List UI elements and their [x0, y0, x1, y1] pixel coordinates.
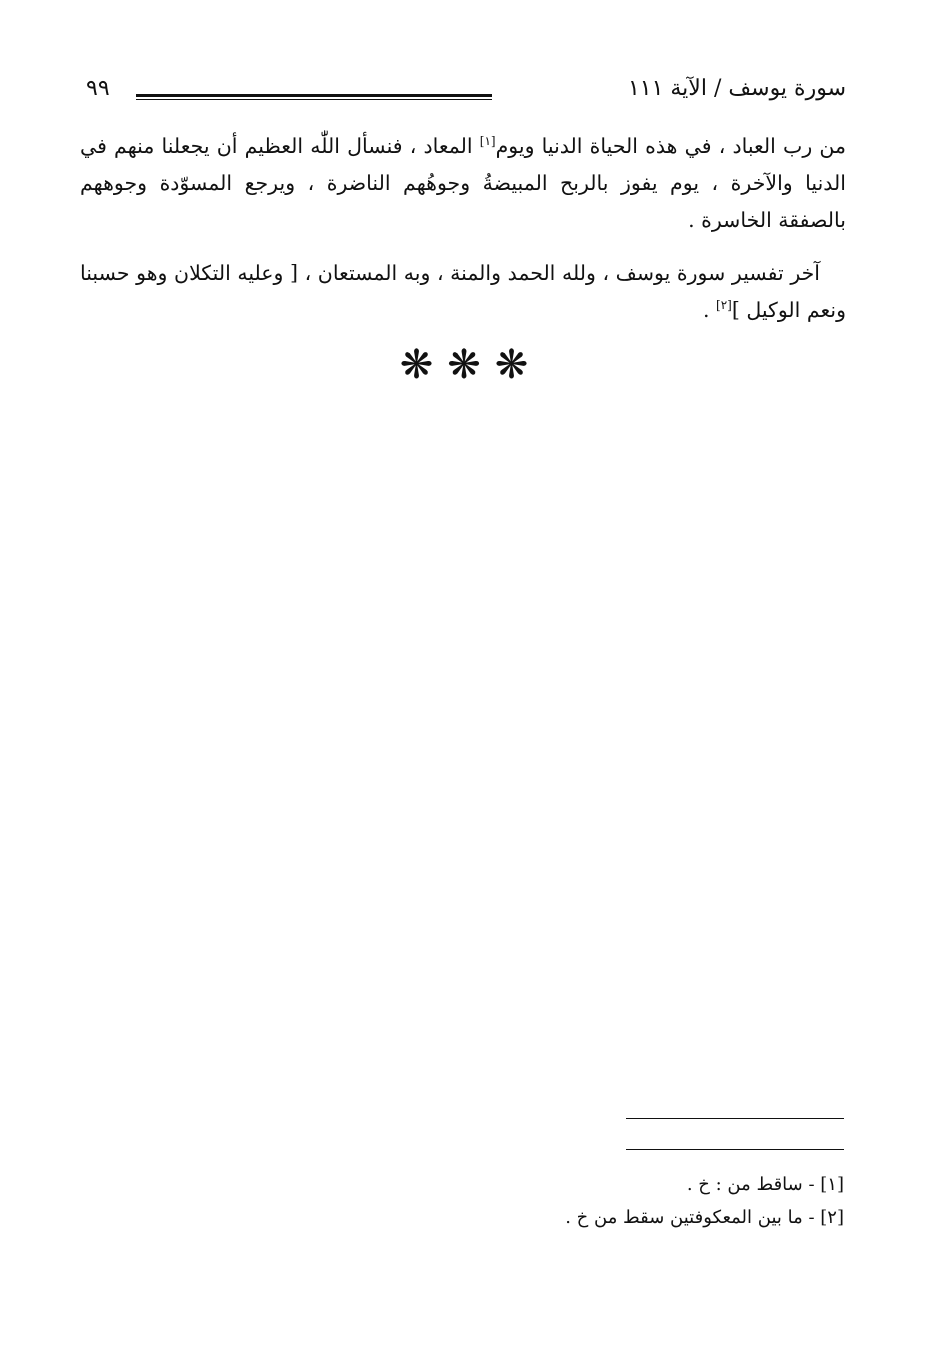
- footnote-1: [١] - ساقط من : خ .: [686, 1174, 844, 1195]
- paragraph-1: [80, 128, 846, 239]
- footnote-list: [444, 1168, 844, 1234]
- section-separator: ❋❋❋: [399, 342, 543, 388]
- header-rule: [136, 94, 492, 97]
- paragraph-2-part-1: آخر تفسير سورة يوسف ، ولله الحمد والمنة ، وبه المستعان ، [ وعليه التكلان وهو حسبنا ونعم الوكيل ]: [80, 261, 846, 322]
- page-number: ٩٩: [86, 76, 110, 101]
- paragraph-1-part-2: المعاد ، فنسأل اللّٰه العظيم أن يجعلنا منهم في الدنيا والآخرة ، يوم يفوز بالربح المبيضةُ وجوهُهم الناضرة ، ويرجع المسوّدة وجوههم بالصفقة الخاسرة .: [80, 134, 846, 232]
- footnote-rule-bottom: [626, 1149, 844, 1150]
- footnote-marker-1: [١]: [479, 134, 496, 149]
- running-title: سورة يوسف / الآية ١١١: [627, 76, 846, 101]
- paragraph-2: [80, 255, 846, 329]
- body-text: [80, 128, 846, 329]
- footnotes: [444, 1118, 844, 1234]
- page-header: [80, 76, 846, 110]
- paragraph-2-part-2: .: [702, 298, 716, 322]
- footnote-rule-top: [626, 1118, 844, 1119]
- paragraph-1-part-1: من رب العباد ، في هذه الحياة الدنيا ويوم: [495, 134, 846, 158]
- footnote-2: [٢] - ما بين المعكوفتين سقط من خ .: [565, 1207, 844, 1228]
- footnote-marker-2: [٢]: [716, 298, 732, 313]
